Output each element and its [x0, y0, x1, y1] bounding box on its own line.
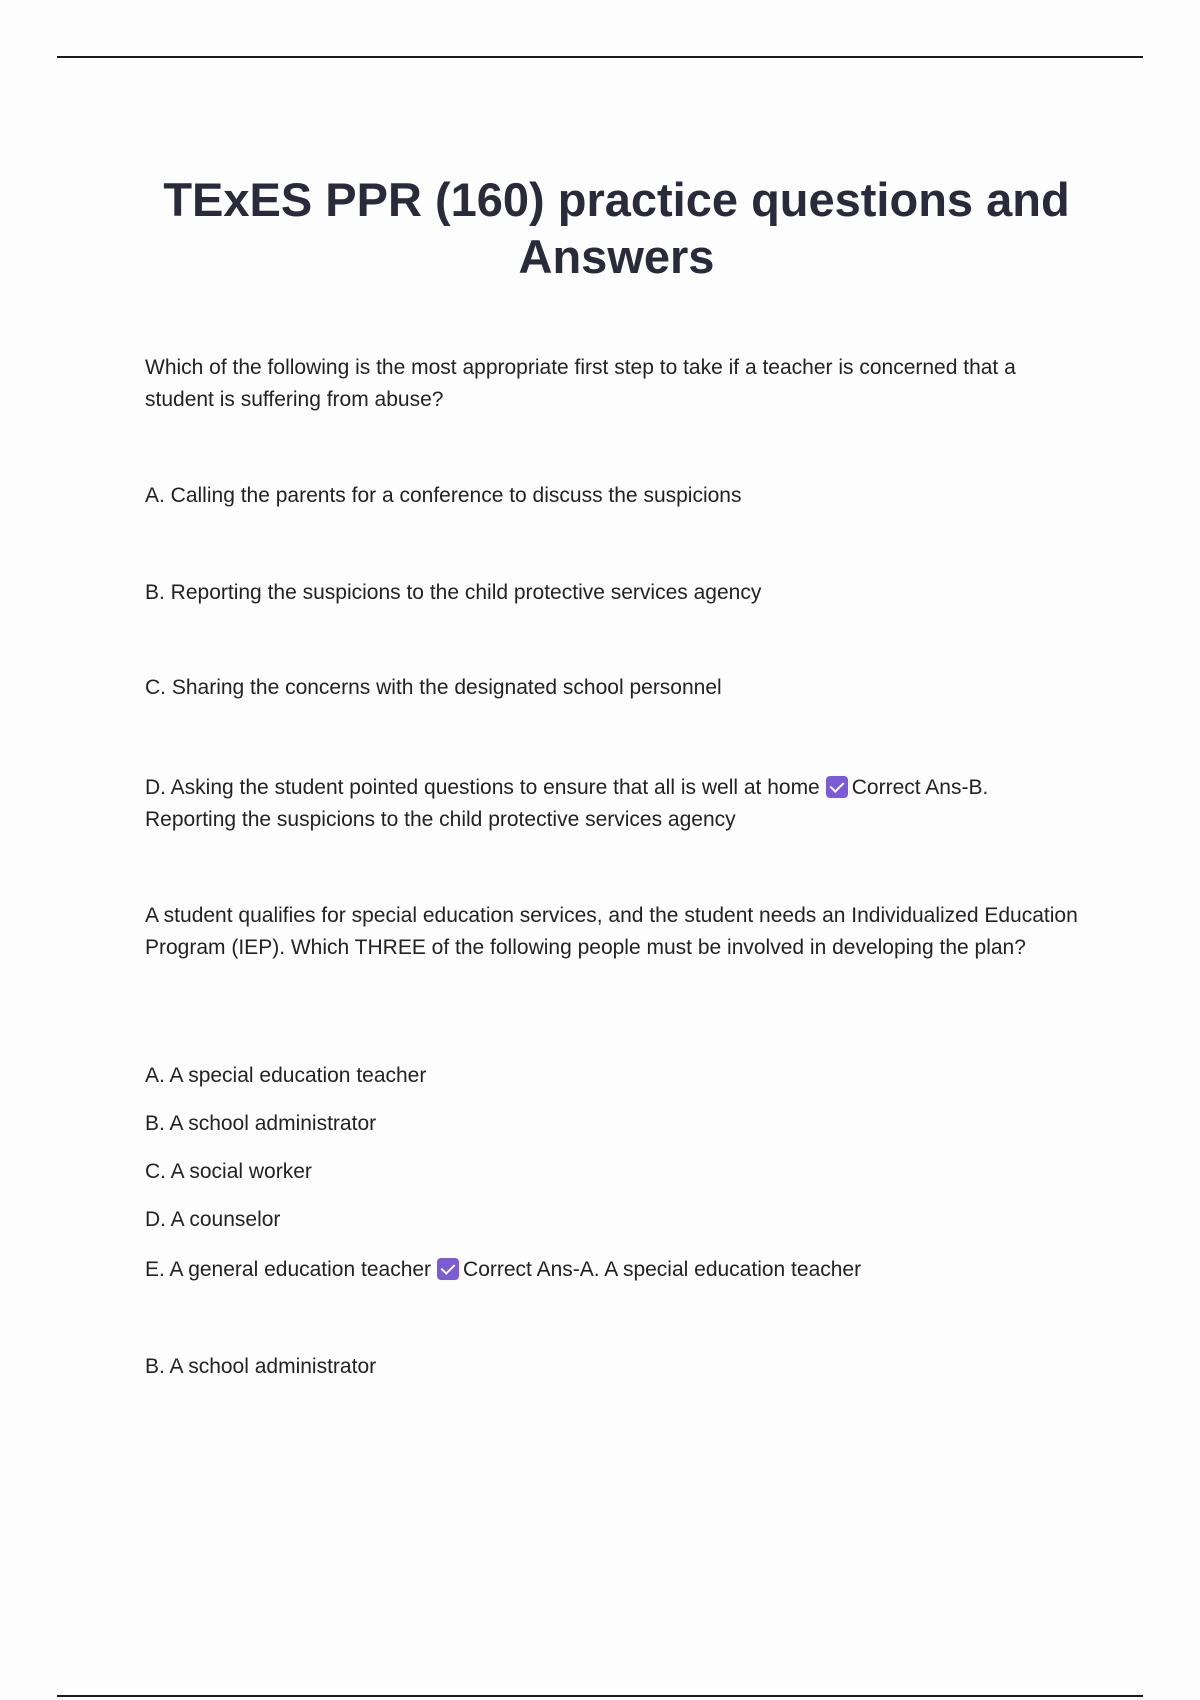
question-2-answer: Correct Ans-A. A special education teacher [463, 1258, 862, 1281]
footer-divider [57, 1695, 1143, 1697]
header-divider [57, 56, 1143, 58]
question-2-option-d: D. A counselor [145, 1208, 281, 1231]
question-1-answer: Correct Ans-B. Reporting the suspicions to the child protective services agency [145, 776, 989, 831]
document-title: TExES PPR (160) practice questions and Answers [163, 173, 1070, 284]
question-2-option-a: A. A special education teacher [145, 1064, 427, 1087]
checkbox-checked-icon [826, 776, 848, 798]
question-1-prompt: Which of the following is the most appropriate first step to take if a teacher is concerned that a student is suffering from abuse? [145, 356, 1016, 411]
question-1-option-d-with-answer [145, 772, 1085, 836]
question-2-option-e: E. A general education teacher [145, 1258, 432, 1281]
question-2-option-e-with-answer [145, 1254, 1085, 1286]
question-1-option-b: B. Reporting the suspicions to the child protective services agency [145, 581, 762, 604]
question-2-answer-continued: B. A school administrator [145, 1355, 377, 1378]
checkbox-checked-icon [437, 1258, 459, 1280]
question-1-option-d: D. Asking the student pointed questions to ensure that all is well at home [145, 776, 820, 799]
question-2-option-b: B. A school administrator [145, 1112, 377, 1135]
question-1-option-c: C. Sharing the concerns with the designated school personnel [145, 676, 722, 699]
question-2-option-c: C. A social worker [145, 1160, 312, 1183]
question-1-option-a: A. Calling the parents for a conference to discuss the suspicions [145, 484, 742, 507]
question-2-prompt: A student qualifies for special education services, and the student needs an Individualized Education Program (IEP). Which THREE of the following people must be involved in developing the plan? [145, 904, 1078, 959]
